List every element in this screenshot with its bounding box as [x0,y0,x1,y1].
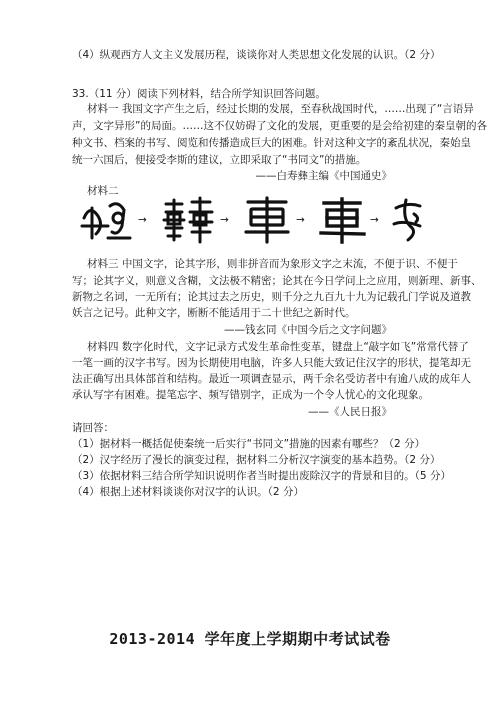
question-2: （2）汉字经历了漫长的演变过程，据材料二分析汉字演变的基本趋势。（2 分） [72,454,441,466]
script-evolution-figure [78,196,423,246]
material3-line2: 写；论其字义，则意义含糊，文法极不精密；论其在今日学问上之应用，则新理、新事、 [72,275,482,287]
evolution-arrow-2: → [220,214,229,226]
great-seal-glyph [160,196,216,244]
material1-source: ——白寿彝主编《中国通史》 [255,170,392,182]
material2-label: 材料二 [87,185,119,197]
evolution-arrow-1: → [138,214,147,226]
cursive-script-glyph [390,196,426,244]
small-seal-glyph [242,196,292,244]
clerical-script-glyph [318,196,366,244]
exam-title: 2013-2014 学年度上学期期中考试试卷 [109,630,391,648]
material4-line1: 材料四 数字化时代，文字记录方式发生革命性变革，键盘上“敲字如飞”常常代替了 [87,341,469,353]
material4-source: ——《人民日报》 [308,406,392,418]
evolution-arrow-3: → [296,214,305,226]
material4-line2: 一笔一画的汉字书写。因为长期使用电脑，许多人只能大致记住汉字的形状，提笔却无 [72,357,471,369]
material1-line1: 材料一 我国文字产生之后，经过长期的发展，至春秋战国时代，……出现了“言语异 [87,103,474,115]
q33-stem: 33.（11 分）阅读下列材料，结合所学知识回答问题。 [72,88,326,100]
material1-line4: 统一六国后，便接受李斯的建议，立即采取了“书同文”的措施。 [72,154,367,166]
question-1: （1）据材料一概括促使秦统一后实行“书同文”措施的因素有哪些？（2 分） [72,438,426,450]
material3-line1: 材料三 中国文字，论其字形，则非拼音而为象形文字之末流，不便于识、不便于 [87,258,458,270]
material4-line4: 承认写字有困难。提笔忘字、频写错别字，正成为一个令人忧心的文化现象。 [72,389,429,401]
material4-line3: 法正确写出具体部首和结构。最近一项调查显示，两千余名受访者中有逾八成的成年人 [72,373,471,385]
material3-line3: 新物之名词，一无所有；论其过去之历史，则千分之九百九十九为记载孔门学说及道教 [72,291,471,303]
material1-line3: 种文书、档案的书写、阅览和传播造成巨大的困难。针对这种文字的紊乱状况，秦始皇 [72,137,471,149]
material3-line4: 妖言之记号。此种文字，断断不能适用于二十世纪之新时代。 [72,307,356,319]
evolution-arrow-4: → [370,214,379,226]
answer-prompt: 请回答： [72,422,114,434]
material3-source: ——钱玄同《中国今后之文字问题》 [224,324,392,336]
question-4: （4）根据上述材料谈谈你对汉字的认识。（2 分） [72,486,304,498]
question-3: （3）依据材料三结合所学知识说明作者当时提出废除汉字的背景和目的。（5 分） [72,470,451,482]
bronze-script-glyph [78,196,134,244]
material1-line2: 声，文字异形”的局面。……这不仅妨碍了文化的发展，更重要的是会给初建的秦皇朝的各 [72,120,487,132]
q32-part4: （4）纵观西方人文主义发展历程，谈谈你对人类思想文化发展的认识。（2 分） [72,49,441,61]
